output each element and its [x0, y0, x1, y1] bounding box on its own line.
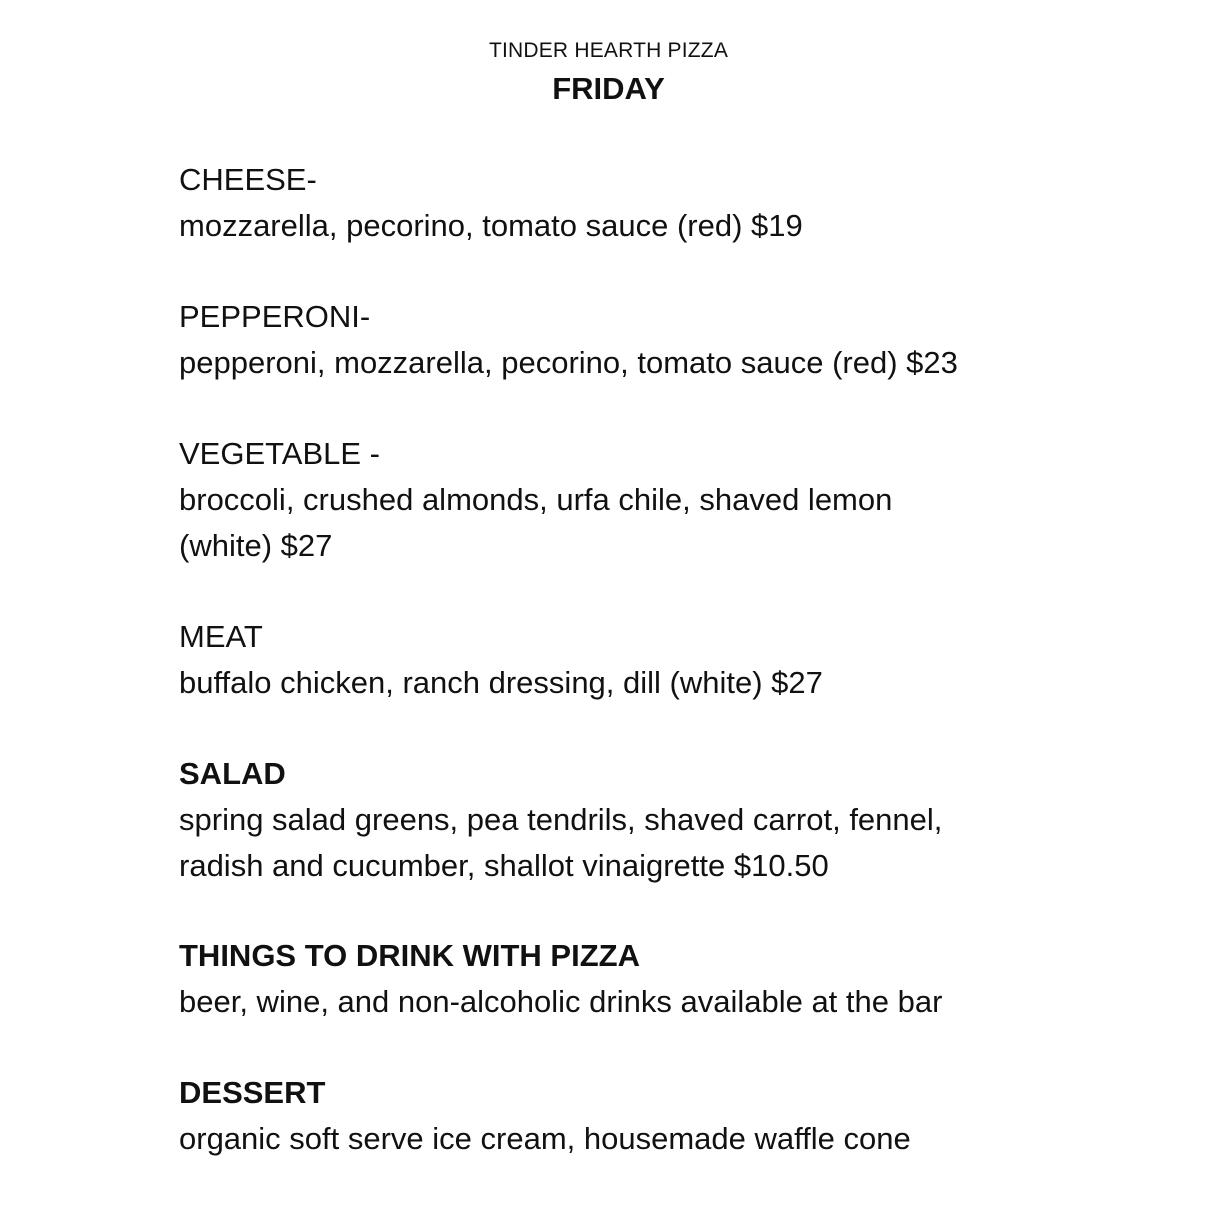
description-line: (white) $27 — [179, 528, 333, 563]
description-line: broccoli, crushed almonds, urfa chile, shaved lemon — [179, 482, 893, 517]
description-line: mozzarella, pecorino, tomato sauce (red) $19 — [179, 208, 803, 243]
description-line: beer, wine, and non-alcoholic drinks available at the bar — [179, 984, 943, 1019]
section-heading: VEGETABLE - — [179, 436, 380, 471]
restaurant-name: TINDER HEARTH PIZZA — [488, 39, 729, 62]
menu-section-dessert — [179, 1070, 1079, 1162]
description-line: pepperoni, mozzarella, pecorino, tomato sauce (red) $23 — [179, 345, 958, 380]
section-description — [179, 477, 1079, 569]
menu-section-pepperoni — [179, 294, 1079, 386]
menu-section-cheese — [179, 157, 1079, 249]
section-description — [179, 797, 1079, 889]
section-description — [179, 1116, 1079, 1162]
menu-section-meat — [179, 614, 1079, 706]
section-heading: PEPPERONI- — [179, 299, 371, 334]
description-line: organic soft serve ice cream, housemade waffle cone — [179, 1121, 911, 1156]
description-line: buffalo chicken, ranch dressing, dill (white) $27 — [179, 665, 823, 700]
section-heading: SALAD — [179, 756, 286, 791]
description-line: spring salad greens, pea tendrils, shaved carrot, fennel, — [179, 802, 943, 837]
menu-section-salad — [179, 751, 1079, 889]
description-line: radish and cucumber, shallot vinaigrette $10.50 — [179, 848, 829, 883]
section-description — [179, 979, 1079, 1025]
menu-section-drinks — [179, 933, 1079, 1025]
section-heading: THINGS TO DRINK WITH PIZZA — [179, 938, 640, 973]
section-description — [179, 660, 1079, 706]
menu-section-vegetable — [179, 431, 1079, 569]
section-description — [179, 203, 1079, 249]
menu-day-title: FRIDAY — [552, 71, 665, 106]
section-heading: CHEESE- — [179, 162, 317, 197]
section-heading: MEAT — [179, 619, 263, 654]
section-description — [179, 340, 1079, 386]
section-heading: DESSERT — [179, 1075, 326, 1110]
